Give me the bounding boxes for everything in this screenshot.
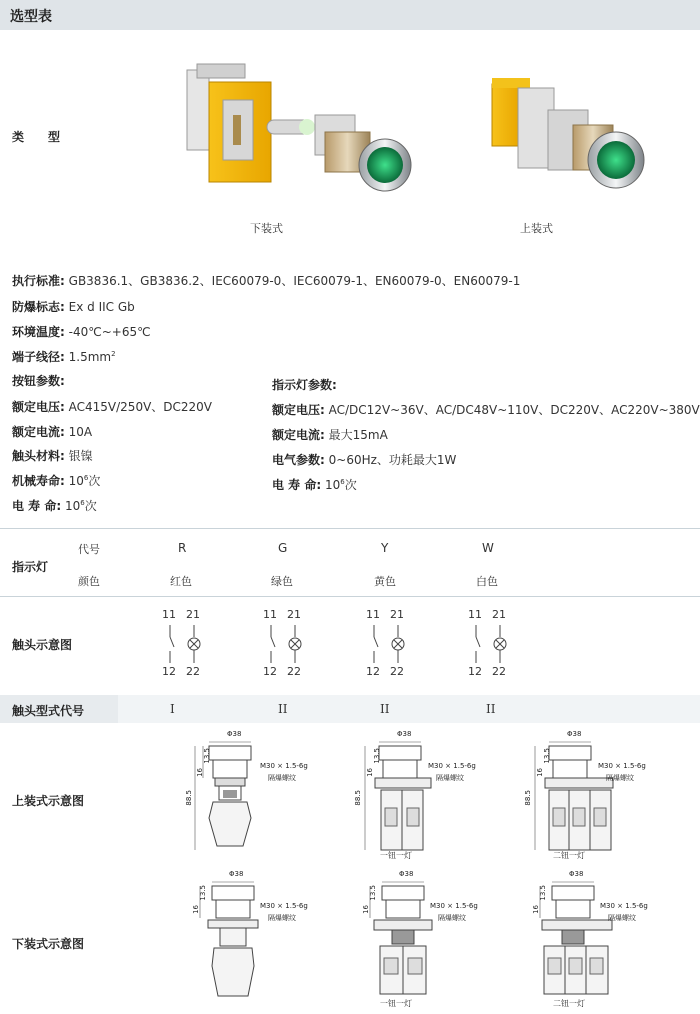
dim-thread: M30 × 1.5-6g (598, 762, 646, 770)
terminal-label: 12 (366, 665, 380, 678)
dim-thread-note: 隔爆螺纹 (608, 914, 636, 922)
dim-16: 16 (536, 768, 544, 777)
button-param-value: 10A (68, 425, 93, 439)
dim-height: 88.5 (524, 790, 532, 806)
contact-diagram-y (366, 605, 426, 685)
dim-phi: Φ38 (567, 730, 582, 738)
terminal-label: 11 (162, 608, 176, 621)
spec-explosion-value: Ex d IIC Gb (68, 300, 135, 314)
top-mount-caption: 二钮一灯 (553, 851, 585, 860)
dim-13-5: 13.5 (199, 885, 207, 901)
dim-height: 88.5 (354, 790, 362, 806)
indicator-code: W (482, 541, 494, 555)
dim-phi: Φ38 (399, 870, 414, 878)
terminal-label: 21 (287, 608, 301, 621)
terminal-label: 22 (186, 665, 200, 678)
dim-16: 16 (366, 768, 374, 777)
button-param-tail: 次 (88, 474, 101, 488)
contact-code-value: II (486, 702, 496, 716)
switch-lamp-symbol (468, 623, 528, 665)
terminal-label: 22 (287, 665, 301, 678)
light-param-value: 最大15mA (328, 428, 388, 442)
dim-phi: Φ38 (397, 730, 412, 738)
button-param-row (12, 497, 97, 514)
switch-lamp-symbol (366, 623, 426, 665)
spec-standard-label: 执行标准: (12, 274, 65, 288)
dim-thread-note: 隔爆螺纹 (438, 914, 466, 922)
dim-16: 16 (532, 905, 540, 914)
button-params-title: 按钮参数: (12, 374, 65, 388)
dim-13-5: 13.5 (203, 748, 211, 764)
dim-16: 16 (362, 905, 370, 914)
dim-13-5: 13.5 (539, 885, 547, 901)
dim-thread-note: 隔爆螺纹 (606, 774, 634, 782)
button-param-sup: 6 (80, 499, 85, 507)
indicator-color: 绿色 (271, 575, 293, 588)
indicator-code: G (278, 541, 288, 555)
indicator-code-label: 代号 (78, 543, 100, 556)
spec-wire-value: 1.5mm (68, 350, 112, 364)
light-param-sup: 6 (340, 478, 345, 486)
dim-thread-note: 隔爆螺纹 (436, 774, 464, 782)
spec-standard-value: GB3836.1、GB3836.2、IEC60079-0、IEC60079-1、EN60079-0、EN60079-1 (68, 274, 521, 288)
contact-diagram-w (468, 605, 528, 685)
dim-13-5: 13.5 (373, 748, 381, 764)
product-photo-top-mount (488, 70, 648, 200)
bottom-mount-caption: 一钮一灯 (380, 999, 412, 1008)
divider (0, 596, 700, 597)
indicator-label: 指示灯 (12, 560, 49, 574)
dim-phi: Φ38 (569, 870, 584, 878)
bottom-mount-drawing-3 (530, 870, 645, 1000)
light-param-row (272, 451, 456, 468)
contact-diagram-g (263, 605, 323, 685)
top-mount-label: 上装式示意图 (12, 794, 85, 808)
dim-16: 16 (196, 768, 204, 777)
light-param-value: 10 (324, 478, 341, 492)
dim-13-5: 13.5 (543, 748, 551, 764)
button-param-label: 额定电流: (12, 425, 65, 439)
light-param-row (272, 426, 388, 443)
terminal-label: 22 (492, 665, 506, 678)
button-param-label: 电 寿 命: (12, 499, 62, 513)
light-param-label: 电 寿 命: (272, 478, 322, 492)
button-param-row (12, 447, 93, 464)
dim-thread: M30 × 1.5-6g (428, 762, 476, 770)
spec-wire-sup: 2 (111, 350, 116, 358)
button-param-row (12, 398, 212, 415)
contact-code-values-cell (118, 695, 700, 723)
dim-thread: M30 × 1.5-6g (260, 902, 308, 910)
caption-bottom-mount: 下装式 (250, 222, 283, 235)
contact-code-value: II (278, 702, 288, 716)
page-title: 选型表 (10, 9, 52, 25)
dim-16: 16 (192, 905, 200, 914)
light-param-label: 额定电流: (272, 428, 325, 442)
dim-thread: M30 × 1.5-6g (260, 762, 308, 770)
section-header (0, 0, 700, 30)
terminal-label: 11 (468, 608, 482, 621)
light-param-tail: 次 (344, 478, 357, 492)
dim-height: 88.5 (185, 790, 193, 806)
terminal-label: 22 (390, 665, 404, 678)
spec-temperature (12, 323, 151, 340)
terminal-label: 21 (390, 608, 404, 621)
terminal-label: 21 (186, 608, 200, 621)
spec-temperature-value: -40℃~+65℃ (68, 325, 151, 339)
indicator-code: Y (381, 541, 389, 555)
indicator-code: R (178, 541, 187, 555)
dim-phi: Φ38 (229, 870, 244, 878)
dim-thread-note: 隔爆螺纹 (268, 774, 296, 782)
button-param-label: 额定电压: (12, 400, 65, 414)
bottom-mount-caption: 二钮一灯 (553, 999, 585, 1008)
indicator-color: 白色 (476, 575, 498, 588)
button-param-row (12, 423, 92, 440)
indicator-color-label: 颜色 (78, 575, 100, 588)
dim-thread-note: 隔爆螺纹 (268, 914, 296, 922)
spec-explosion (12, 298, 135, 315)
button-param-value: 10 (64, 499, 81, 513)
button-param-row (12, 472, 100, 489)
terminal-label: 21 (492, 608, 506, 621)
light-param-value: AC/DC12V~36V、AC/DC48V~110V、DC220V、AC220V~380V (328, 403, 700, 417)
spec-temperature-label: 环境温度: (12, 325, 65, 339)
terminal-label: 12 (162, 665, 176, 678)
button-param-sup: 6 (83, 474, 89, 482)
button-param-value: 银镍 (68, 449, 93, 463)
contact-code-value: I (170, 702, 175, 716)
contact-code-value: II (380, 702, 390, 716)
button-param-value: AC415V/250V、DC220V (68, 400, 213, 414)
dim-thread: M30 × 1.5-6g (430, 902, 478, 910)
spec-wire (12, 348, 116, 365)
dim-phi: Φ38 (227, 730, 242, 738)
divider (0, 528, 700, 529)
terminal-label: 12 (263, 665, 277, 678)
terminal-label: 11 (366, 608, 380, 621)
light-param-row (272, 476, 357, 493)
type-label: 类 型 (12, 130, 61, 144)
contact-diagram-label: 触头示意图 (12, 638, 73, 652)
indicator-color: 红色 (170, 575, 192, 588)
dim-thread: M30 × 1.5-6g (600, 902, 648, 910)
spec-explosion-label: 防爆标志: (12, 300, 65, 314)
terminal-label: 12 (468, 665, 482, 678)
button-param-value: 10 (68, 474, 84, 488)
spec-standard (12, 272, 520, 289)
switch-lamp-symbol (263, 623, 323, 665)
button-param-label: 机械寿命: (12, 474, 65, 488)
dim-13-5: 13.5 (369, 885, 377, 901)
indicator-color: 黄色 (374, 575, 396, 588)
terminal-label: 11 (263, 608, 277, 621)
top-mount-caption: 一钮一灯 (380, 851, 412, 860)
button-param-tail: 次 (84, 499, 97, 513)
spec-wire-label: 端子线径: (12, 350, 65, 364)
contact-code-label: 触头型式代号 (12, 704, 85, 718)
light-params-title: 指示灯参数: (272, 378, 337, 392)
caption-top-mount: 上装式 (520, 222, 553, 235)
light-param-row (272, 401, 700, 418)
light-param-value: 0~60Hz、功耗最大1W (328, 453, 457, 467)
light-param-label: 电气参数: (272, 453, 325, 467)
bottom-mount-label: 下装式示意图 (12, 937, 85, 951)
switch-lamp-symbol (162, 623, 222, 665)
light-param-label: 额定电压: (272, 403, 325, 417)
contact-diagram-r (162, 605, 222, 685)
button-param-label: 触头材料: (12, 449, 65, 463)
product-photo-bottom-mount (175, 60, 420, 200)
